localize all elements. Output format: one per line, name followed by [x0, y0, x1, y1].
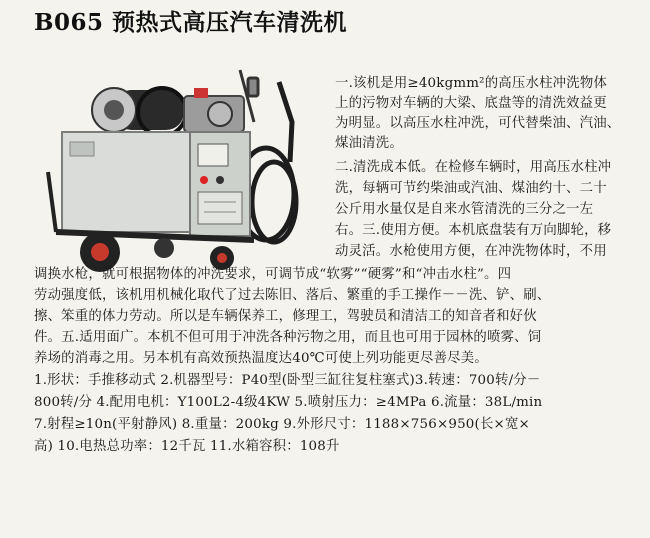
body-line-6: 洗，每辆可节约柴油或汽油、煤油约十、二十	[335, 181, 607, 196]
body-line-13: 件。五.适用面广。本机不但可用于冲洗各种污物之用，而且也可用于园林的喷雾、饲	[34, 330, 542, 345]
body-line-14: 养场的消毒之用。另本机有高效预热温度达40℃可使上列功能更尽善尽美。	[34, 351, 488, 366]
body-line-5: 二.清洗成本低。在检修车辆时，用高压水柱冲	[335, 160, 612, 175]
spec-line-2: 800转/分 4.配用电机：Y100L2-4级4KW 5.喷射压力：≥4MPa 6.流量：38L/min	[34, 395, 543, 410]
body-line-10: 调换水枪，就可根据物体的冲洗要求，可调节成“软雾”“硬雾”和“冲击水柱”。四	[34, 267, 512, 282]
page-title: B065 预热式高压汽车清洗机	[34, 9, 347, 36]
body-line-2: 上的污物对车辆的大梁、底盘等的清洗效益更	[335, 96, 607, 111]
body-line-12: 擦、笨重的体力劳动。所以是车辆保养工，修理工，驾驶员和清洁工的知音者和好伙	[34, 309, 537, 324]
body-line-9: 动灵活。水枪使用方便，在冲洗物体时，不用	[335, 244, 607, 259]
machine-photo	[44, 62, 316, 274]
spec-line-4: 高) 10.电热总功率：12千瓦 11.水箱容积：108升	[34, 439, 340, 454]
body-line-3: 为明显。以高压水柱冲洗，可代替柴油、汽油、	[335, 116, 621, 131]
body-line-8: 右。三.使用方便。本机底盘装有万向脚轮，移	[335, 223, 612, 238]
body-line-11: 劳动强度低，该机用机械化取代了过去陈旧、落后、繁重的手工操作－－洗、铲、刷、	[34, 288, 551, 303]
body-line-1: 一.该机是用≥40kgmm²的高压水柱冲洗物体	[335, 76, 608, 91]
spec-line-1: 1.形状：手推移动式 2.机器型号：P40型(卧型三缸往复柱塞式)3.转速：700转/分－	[34, 373, 541, 388]
body-line-4: 煤油清洗。	[335, 136, 403, 151]
body-line-7: 公斤用水量仅是自来水管清洗的三分之一左	[335, 202, 594, 217]
spec-line-3: 7.射程≥10n(平射静风) 8.重量：200kg 9.外形尺寸：1188×756×950(长×宽×	[34, 417, 530, 432]
